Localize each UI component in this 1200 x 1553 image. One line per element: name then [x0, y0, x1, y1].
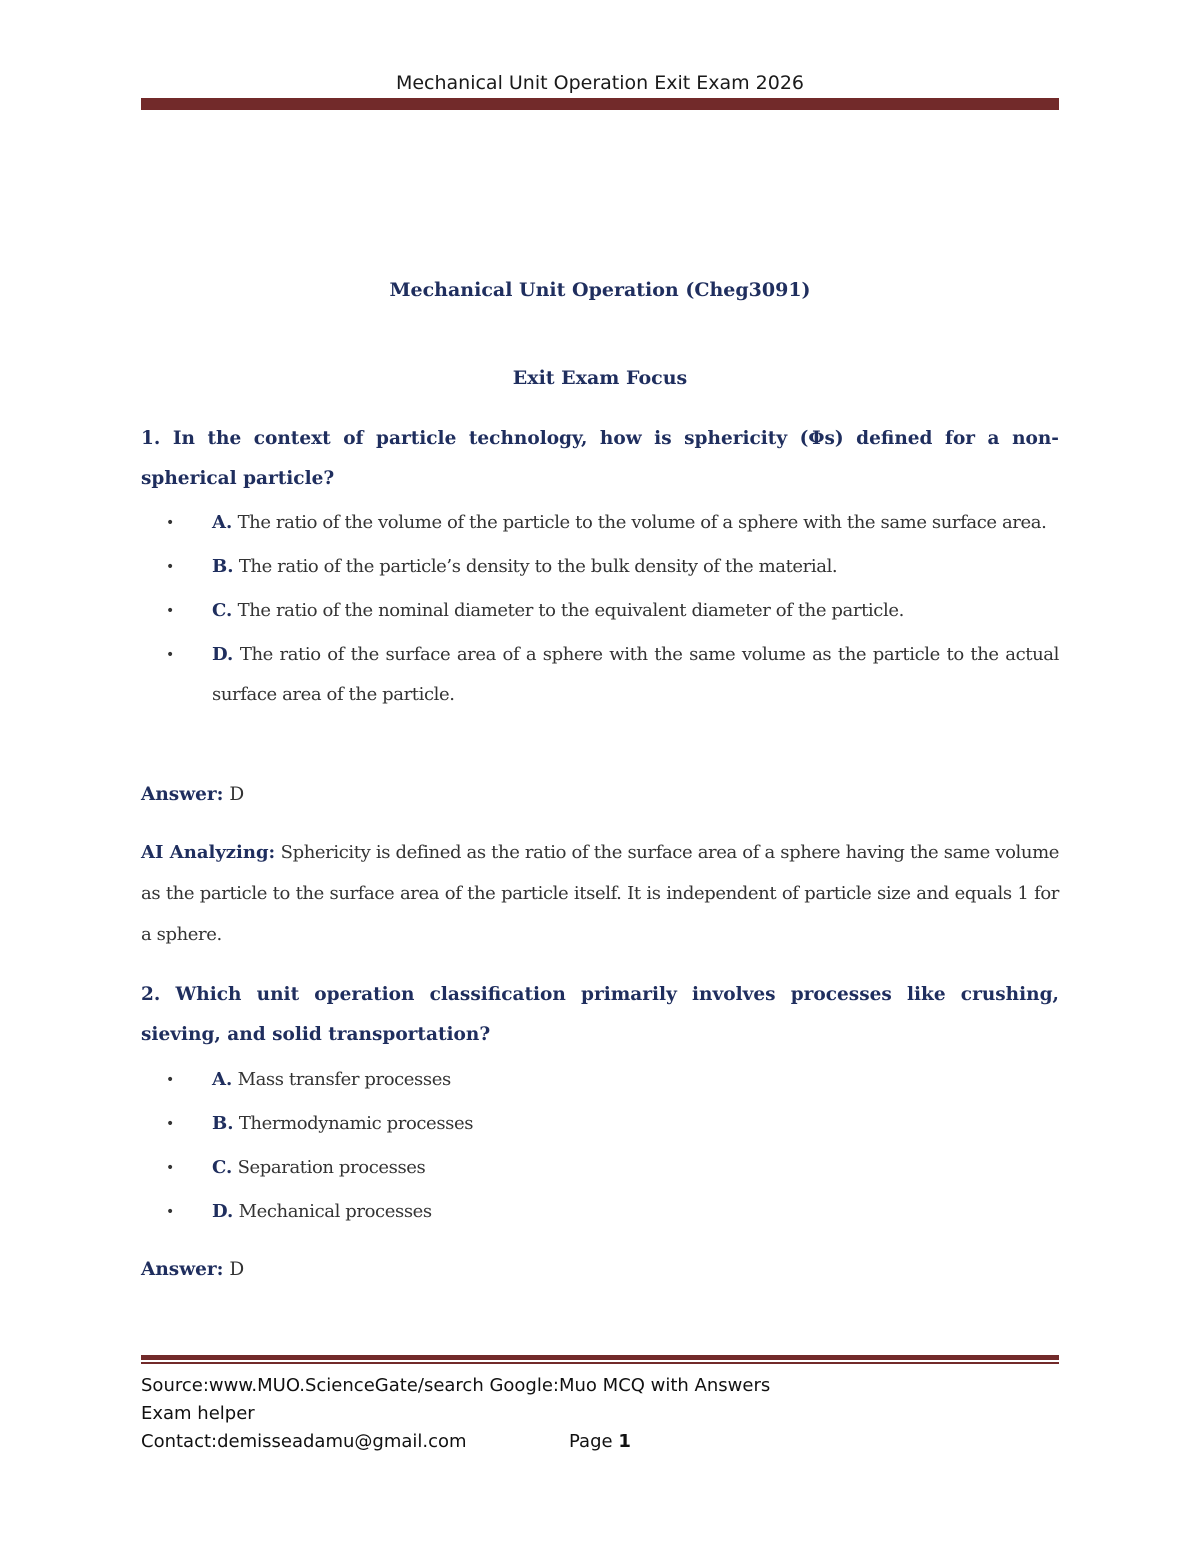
question-2-text: 2. Which unit operation classification primarily involves processes like crushing, sieving, and solid transportation?	[141, 984, 1059, 1045]
question-2-answer	[141, 1250, 1059, 1290]
footer-contact-row	[141, 1428, 1059, 1456]
option-a	[141, 503, 1059, 543]
option-text: Mass transfer processes	[237, 1069, 451, 1090]
analysis-text: Sphericity is defined as the ratio of the surface area of a sphere having the same volume as the particle to the surface area of the particle itself. It is independent of particle size and equals 1 for a sphere.	[141, 842, 1059, 945]
bullet-icon: •	[166, 647, 174, 663]
question-1-text: 1. In the context of particle technology, how is sphericity (Φs) defined for a non-spherical particle?	[141, 428, 1059, 489]
option-c	[141, 1148, 1059, 1188]
running-header: Mechanical Unit Operation Exit Exam 2026	[395, 72, 805, 94]
option-letter: D.	[212, 644, 234, 665]
bullet-icon: •	[166, 1072, 174, 1088]
bullet-icon: •	[166, 603, 174, 619]
option-d	[141, 1192, 1059, 1232]
page-number-value: 1	[618, 1431, 631, 1452]
document-subtitle: Exit Exam Focus	[512, 367, 688, 389]
option-b	[141, 547, 1059, 587]
bullet-icon: •	[166, 1116, 174, 1132]
answer-value: D	[229, 1259, 245, 1280]
page-label: Page	[569, 1431, 613, 1452]
page-footer	[141, 1372, 1059, 1456]
bullet-icon: •	[166, 515, 174, 531]
footer-rule	[141, 1355, 1059, 1360]
page-number	[569, 1428, 631, 1456]
bullet-icon: •	[166, 1160, 174, 1176]
answer-value: D	[229, 784, 245, 805]
answer-label: Answer:	[141, 784, 224, 805]
header-rule	[141, 98, 1059, 110]
option-text: Separation processes	[237, 1157, 426, 1178]
option-a	[141, 1060, 1059, 1100]
footer-contact: Contact:demisseadamu@gmail.com	[141, 1431, 467, 1452]
option-letter: A.	[212, 512, 233, 533]
option-letter: B.	[212, 1113, 234, 1134]
option-text: The ratio of the particle’s density to the bulk density of the material.	[238, 556, 838, 577]
analysis-label: AI Analyzing:	[141, 842, 276, 863]
option-letter: C.	[212, 1157, 233, 1178]
option-letter: D.	[212, 1201, 234, 1222]
option-letter: C.	[212, 600, 233, 621]
option-d	[141, 635, 1059, 715]
footer-rule-thin	[141, 1362, 1059, 1364]
option-text: Mechanical processes	[238, 1201, 432, 1222]
question-2-options	[141, 1060, 1059, 1236]
option-text: Thermodynamic processes	[238, 1113, 474, 1134]
question-1-answer	[141, 775, 1059, 815]
option-text: The ratio of the volume of the particle to the volume of a sphere with the same surface area.	[237, 512, 1047, 533]
bullet-icon: •	[166, 559, 174, 575]
bullet-icon: •	[166, 1204, 174, 1220]
question-1-analysis	[141, 832, 1059, 955]
footer-helper: Exam helper	[141, 1403, 255, 1424]
answer-label: Answer:	[141, 1259, 224, 1280]
option-b	[141, 1104, 1059, 1144]
document-title: Mechanical Unit Operation (Cheg3091)	[389, 279, 811, 301]
option-text: The ratio of the surface area of a sphere with the same volume as the particle to the actual surface area of the particle.	[212, 644, 1059, 705]
question-1-options	[141, 503, 1059, 719]
option-letter: B.	[212, 556, 234, 577]
option-text: The ratio of the nominal diameter to the equivalent diameter of the particle.	[237, 600, 904, 621]
option-c	[141, 591, 1059, 631]
option-letter: A.	[212, 1069, 233, 1090]
footer-source: Source:www.MUO.ScienceGate/search Google:Muo MCQ with Answers	[141, 1375, 771, 1396]
